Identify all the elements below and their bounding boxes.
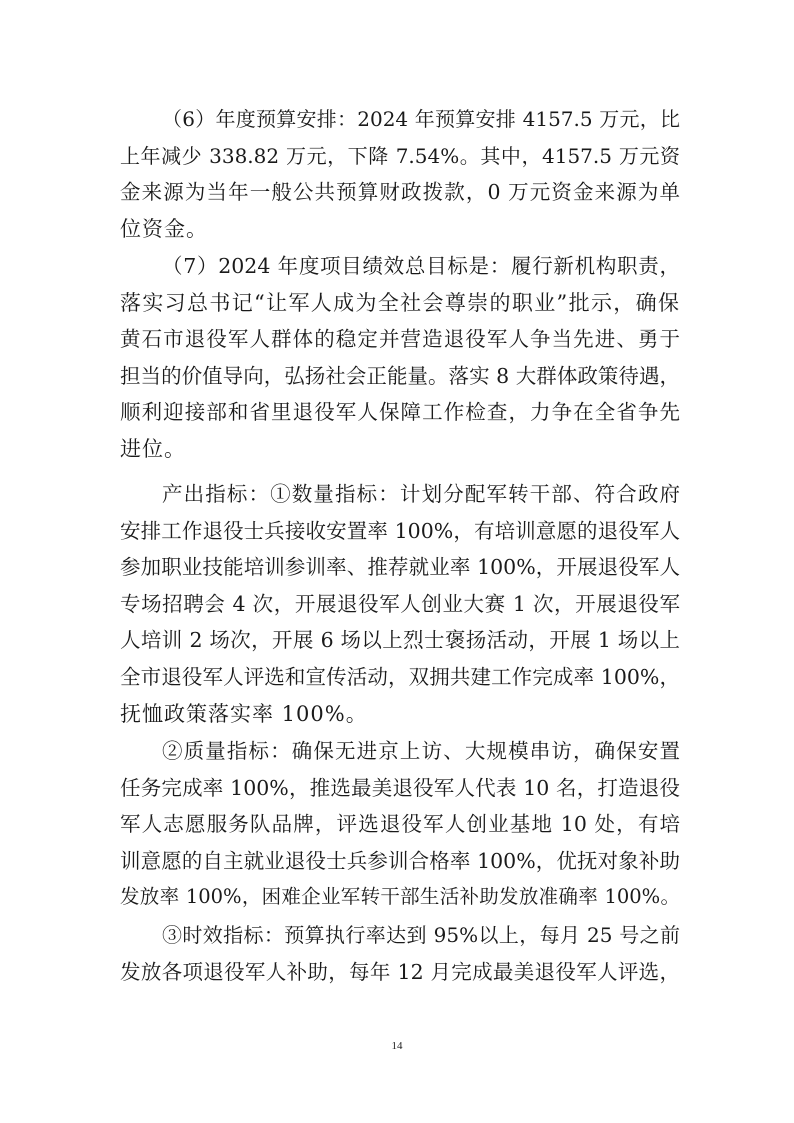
- text-line: 安排工作退役士兵接收安置率 100%，有培训意愿的退役军人: [120, 518, 680, 543]
- text-line: ③时效指标：预算执行率达到 95%以上，每月 25 号之前: [162, 923, 680, 947]
- text-line: 参加职业技能培训参训率、推荐就业率 100%，开展退役军人: [120, 555, 680, 580]
- text-line: 军人志愿服务队品牌，评选退役军人创业基地 10 处，有培: [120, 812, 680, 837]
- text-line: 产出指标：①数量指标：计划分配军转干部、符合政府: [162, 482, 680, 506]
- text-line: 担当的价值导向，弘扬社会正能量。落实 8 大群体政策待遇，: [120, 363, 680, 388]
- text-line: 抚恤政策落实率 100%。: [120, 701, 368, 726]
- text-line: 发放各项退役军人补助，每年 12 月完成最美退役军人评选，: [120, 959, 680, 984]
- paragraph-output-quantity: [120, 476, 680, 732]
- text-line: 顺利迎接部和省里退役军人保障工作检查，力争在全省争先: [120, 400, 680, 425]
- text-line: 训意愿的自主就业退役士兵参训合格率 100%，优抚对象补助: [120, 848, 680, 873]
- text-line: 人培训 2 场次，开展 6 场以上烈士褒扬活动，开展 1 场以上: [120, 628, 680, 653]
- paragraph-quality: [120, 733, 680, 916]
- page-number: 14: [391, 1040, 403, 1052]
- text-line: 发放率 100%，困难企业军转干部生活补助发放准确率 100%。: [120, 885, 680, 909]
- paragraph-performance-goal: [120, 248, 680, 468]
- text-line: 位资金。: [120, 216, 208, 241]
- text-line: 专场招聘会 4 次，开展退役军人创业大赛 1 次，开展退役军: [120, 591, 680, 616]
- text-line: （7）2024 年度项目绩效总目标是：履行新机构职责，: [162, 254, 680, 278]
- text-line: 落实习总书记“让军人成为全社会尊崇的职业”批示，确保: [120, 290, 680, 315]
- text-line: 黄石市退役军人群体的稳定并营造退役军人争当先进、勇于: [120, 327, 680, 352]
- text-line: ②质量指标：确保无进京上访、大规模串访，确保安置: [162, 739, 680, 763]
- text-line: 全市退役军人评选和宣传活动，双拥共建工作完成率 100%，: [120, 664, 680, 689]
- paragraph-budget: [120, 101, 680, 247]
- text-line: 金来源为当年一般公共预算财政拨款，0 万元资金来源为单: [120, 180, 680, 205]
- text-line: 上年减少 338.82 万元，下降 7.54%。其中，4157.5 万元资: [120, 143, 680, 168]
- text-line: 任务完成率 100%，推选最美退役军人代表 10 名，打造退役: [120, 775, 680, 800]
- text-line: 进位。: [120, 436, 186, 461]
- paragraph-timeliness: [120, 917, 680, 990]
- text-line: （6）年度预算安排：2024 年预算安排 4157.5 万元，比: [162, 107, 680, 131]
